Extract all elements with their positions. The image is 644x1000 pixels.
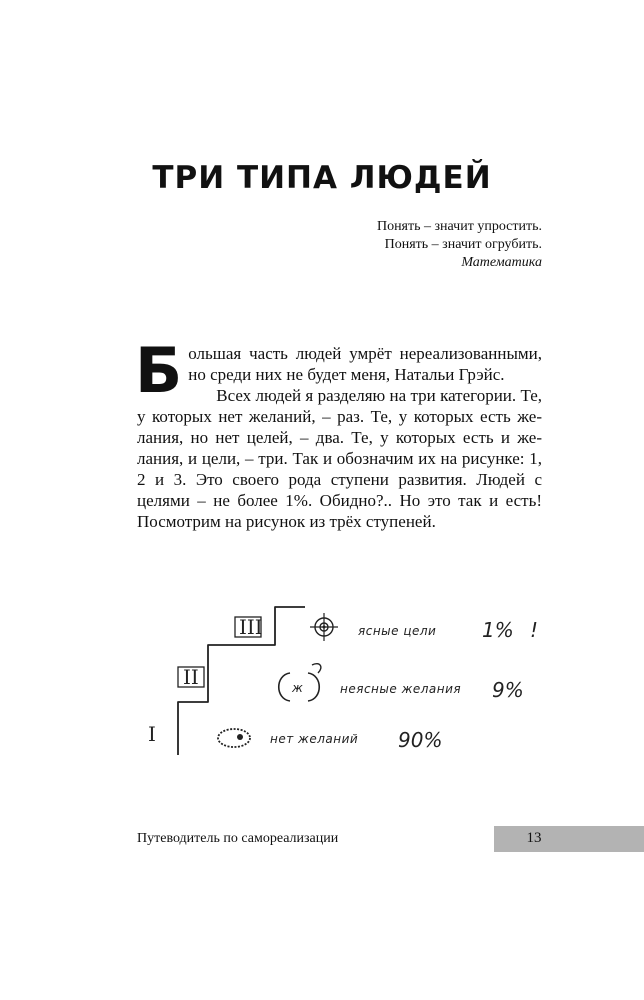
- blob-icon: [218, 729, 250, 747]
- epigraph-author: Математика: [461, 255, 542, 270]
- paragraph-1: ольшая часть людей умрёт нереализованными, но среди них не будет меня, Натальи Грэйс.: [188, 344, 542, 384]
- footer-book-title: Путеводитель по самореализации: [137, 831, 339, 846]
- wish-icon: [279, 664, 321, 701]
- step-1-label: I: [148, 722, 156, 746]
- step-2-percent: 9%: [492, 678, 524, 702]
- target-icon: [310, 613, 338, 641]
- step-2-text: неясные желания: [340, 682, 462, 696]
- chapter-title: ТРИ ТИПА ЛЮДЕЙ: [152, 160, 492, 196]
- page-number: 13: [526, 830, 542, 846]
- step-1-percent: 90%: [398, 728, 443, 752]
- wish-icon-letter: ж: [292, 681, 304, 695]
- step-1-text: нет желаний: [270, 732, 359, 746]
- steps-figure: [130, 595, 570, 770]
- epigraph: [222, 218, 542, 272]
- step-3-text: ясные цели: [358, 624, 437, 638]
- paragraph-2: Всех людей я разделяю на три категории. Те, у которых нет желаний, – раз. Те, у которых есть желания, но нет целей, – два. Те, у которых есть и желания, и цели, – три. Так и обозначим их на рисунке: 1, 2 и 3. Это своего рода ступени развития. Людей с целями – не более 1%. Обидно?.. Но это так и есть! Посмотрим на рисунок из трёх ступеней.: [137, 386, 542, 531]
- page-number-box: [494, 826, 644, 852]
- step-3-percent: 1%: [482, 618, 514, 642]
- step-3-label: III: [239, 615, 263, 639]
- drop-cap: Б: [135, 334, 183, 407]
- body-text: [135, 334, 542, 532]
- epigraph-line-1: Понять – значит упростить.: [376, 219, 542, 234]
- epigraph-line-2: Понять – значит огрубить.: [384, 237, 542, 252]
- step-2-label: II: [183, 665, 199, 689]
- step-3-mark: !: [530, 618, 539, 642]
